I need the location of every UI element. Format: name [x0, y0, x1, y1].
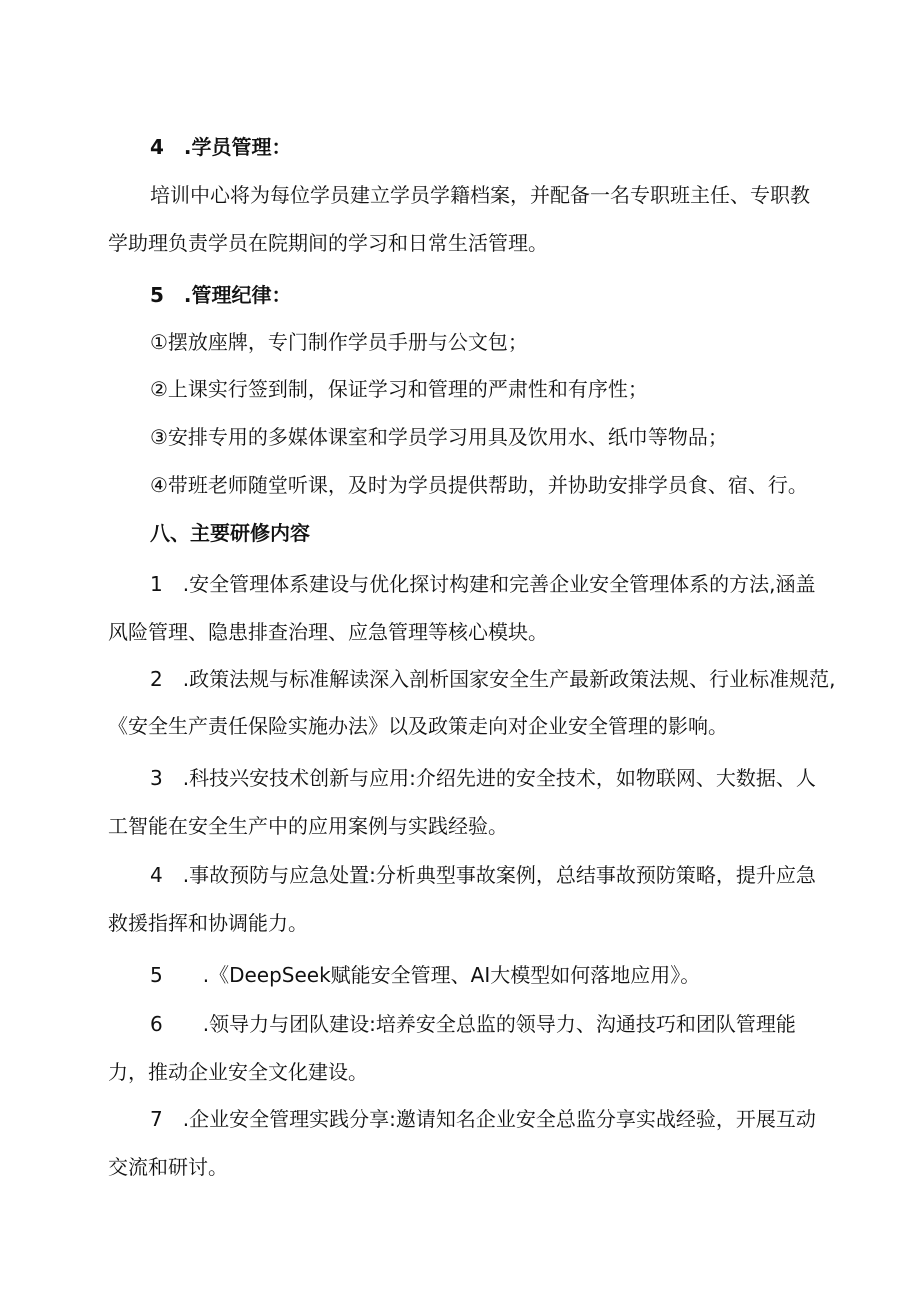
paragraph-line: 5 .《DeepSeek赋能安全管理、AI大模型如何落地应用》。 [150, 963, 701, 987]
section-heading-main-content: 八、主要研修内容 [150, 521, 310, 545]
paragraph-line: 风险管理、隐患排查治理、应急管理等核心模块。 [108, 620, 548, 644]
paragraph-line: 6 .领导力与团队建设:培养安全总监的领导力、沟通技巧和团队管理能 [150, 1012, 796, 1036]
list-item: ①摆放座牌，专门制作学员手册与公文包； [150, 330, 528, 354]
paragraph-line: 救援指挥和协调能力。 [108, 911, 308, 935]
paragraph-line: 《安全生产责任保险实施办法》以及政策走向对企业安全管理的影响。 [108, 714, 728, 738]
paragraph-line: 7 .企业安全管理实践分享:邀请知名企业安全总监分享实战经验，开展互动 [150, 1107, 816, 1131]
list-item: ②上课实行签到制，保证学习和管理的严肃性和有序性； [150, 377, 648, 401]
section-heading-discipline: 5 .管理纪律： [150, 283, 292, 307]
paragraph-line: 培训中心将为每位学员建立学员学籍档案，并配备一名专职班主任、专职教 [150, 183, 810, 207]
paragraph-line: 交流和研讨。 [108, 1155, 228, 1179]
list-item: ③安排专用的多媒体课室和学员学习用具及饮用水、纸巾等物品； [150, 425, 728, 449]
section-heading-student-management: 4 .学员管理： [150, 135, 292, 159]
paragraph-line: 2 .政策法规与标准解读深入剖析国家安全生产最新政策法规、行业标准规范, [150, 667, 836, 691]
list-item: ④带班老师随堂听课，及时为学员提供帮助，并协助安排学员食、宿、行。 [150, 473, 808, 497]
paragraph-line: 3 .科技兴安技术创新与应用:介绍先进的安全技术，如物联网、大数据、人 [150, 766, 816, 790]
paragraph-line: 1 .安全管理体系建设与优化探讨构建和完善企业安全管理体系的方法,涵盖 [150, 572, 816, 596]
paragraph-line: 力，推动企业安全文化建设。 [108, 1060, 368, 1084]
paragraph-line: 4 .事故预防与应急处置:分析典型事故案例，总结事故预防策略，提升应急 [150, 863, 816, 887]
paragraph-line: 学助理负责学员在院期间的学习和日常生活管理。 [108, 231, 548, 255]
paragraph-line: 工智能在安全生产中的应用案例与实践经验。 [108, 814, 508, 838]
